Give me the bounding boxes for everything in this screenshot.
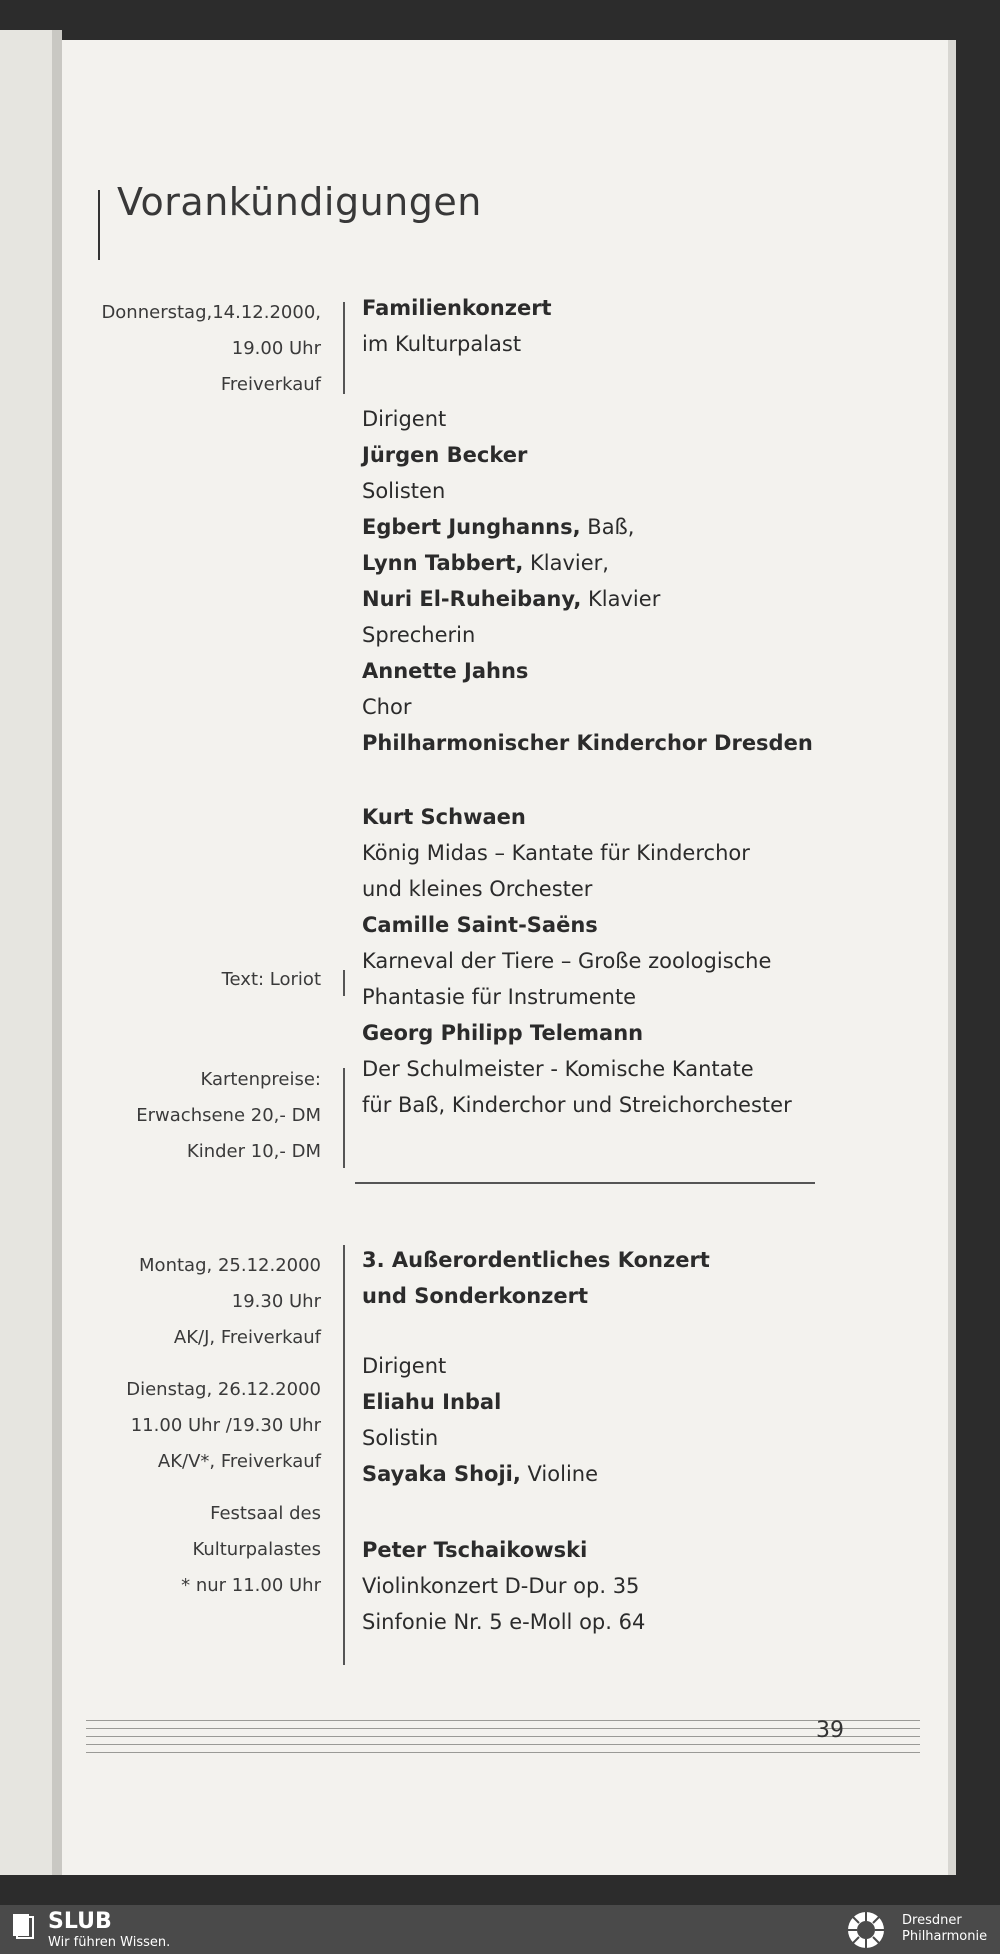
event1-divider-mid	[343, 970, 345, 996]
soloist-name: Sayaka Shoji,	[362, 1462, 521, 1486]
event1-line: Chor	[362, 695, 412, 719]
section-separator	[355, 1182, 815, 1184]
event1-divider-top	[343, 302, 345, 394]
event2-work: Sinfonie Nr. 5 e-Moll op. 64	[362, 1610, 646, 1634]
event1-work: für Baß, Kinderchor und Streichorchester	[362, 1093, 792, 1117]
event2-heading-line2: und Sonderkonzert	[362, 1284, 589, 1308]
slub-tagline: Wir führen Wissen.	[48, 1935, 171, 1950]
event1-sale: Freiverkauf	[220, 374, 321, 395]
staff-line	[86, 1752, 920, 1753]
event2-time1: 19.30 Uhr	[231, 1291, 321, 1312]
philharmonie-name-line1: Dresdner	[902, 1913, 962, 1928]
soloist-instrument: Violine	[520, 1462, 599, 1486]
event2-sale2: AK/V*, Freiverkauf	[157, 1451, 321, 1472]
event2-soloist	[362, 1456, 598, 1492]
event1-work: König Midas – Kantate für Kinderchor	[362, 841, 750, 865]
event1-text-credit: Text: Loriot	[221, 969, 321, 990]
event1-price-adult: Erwachsene 20,- DM	[136, 1105, 321, 1126]
page-number: 39	[816, 1718, 844, 1743]
event1-composer: Camille Saint-Saëns	[362, 913, 598, 937]
philharmonie-name-line2: Philharmonie	[902, 1929, 988, 1944]
event1-narrator: Annette Jahns	[362, 659, 529, 683]
event1-time: 19.00 Uhr	[231, 338, 321, 359]
event2-line: Dirigent	[362, 1354, 447, 1378]
event2-composer: Peter Tschaikowski	[362, 1538, 588, 1562]
event1-line: Sprecherin	[362, 623, 476, 647]
event2-sale1: AK/J, Freiverkauf	[173, 1327, 321, 1348]
soloist-name: Nuri El-Ruheibany,	[362, 587, 582, 611]
event2-venue1: Festsaal des	[210, 1503, 321, 1524]
philharmonie-logo-icon[interactable]	[840, 1909, 892, 1951]
event2-date2: Dienstag, 26.12.2000	[126, 1379, 321, 1400]
event1-soloist	[362, 509, 634, 545]
slub-brand[interactable]: SLUB	[48, 1909, 112, 1934]
event2-note: * nur 11.00 Uhr	[181, 1575, 321, 1596]
event1-soloist	[362, 545, 609, 581]
event1-composer: Georg Philipp Telemann	[362, 1021, 644, 1045]
event1-line: Dirigent	[362, 407, 447, 431]
event1-conductor: Jürgen Becker	[362, 443, 528, 467]
title-marker-line	[98, 190, 100, 260]
viewer-footer-bar	[0, 1905, 1000, 1954]
event1-soloist	[362, 581, 660, 617]
staff-line	[86, 1744, 920, 1745]
event1-work: Phantasie für Instrumente	[362, 985, 637, 1009]
event1-composer: Kurt Schwaen	[362, 805, 526, 829]
event2-conductor: Eliahu Inbal	[362, 1390, 502, 1414]
page-title: Vorankündigungen	[117, 180, 482, 224]
event2-venue2: Kulturpalastes	[192, 1539, 321, 1560]
soloist-instrument: Baß,	[580, 515, 635, 539]
event2-divider	[343, 1245, 345, 1665]
book-icon	[12, 1913, 34, 1939]
event1-work: Der Schulmeister - Komische Kantate	[362, 1057, 754, 1081]
staff-line	[86, 1728, 920, 1729]
page-shadow	[948, 40, 956, 1875]
staff-line	[86, 1736, 920, 1737]
event1-price-child: Kinder 10,- DM	[186, 1141, 321, 1162]
event2-heading-line1: 3. Außerordentliches Konzert	[362, 1248, 710, 1272]
event1-work: und kleines Orchester	[362, 877, 593, 901]
staff-line	[86, 1720, 920, 1721]
event2-work: Violinkonzert D-Dur op. 35	[362, 1574, 640, 1598]
event1-price-label: Kartenpreise:	[200, 1069, 321, 1090]
event1-choir: Philharmonischer Kinderchor Dresden	[362, 731, 813, 755]
event2-date1: Montag, 25.12.2000	[139, 1255, 321, 1276]
soloist-instrument: Klavier	[581, 587, 661, 611]
soloist-name: Lynn Tabbert,	[362, 551, 524, 575]
soloist-instrument: Klavier,	[523, 551, 609, 575]
event1-heading: Familienkonzert	[362, 296, 552, 320]
event2-line: Solistin	[362, 1426, 439, 1450]
event2-time2: 11.00 Uhr /19.30 Uhr	[130, 1415, 321, 1436]
scan-left-page-edge	[0, 30, 62, 1875]
event1-work: Karneval der Tiere – Große zoologische	[362, 949, 772, 973]
philharmonie-name	[902, 1913, 987, 1945]
event1-divider-bottom	[343, 1068, 345, 1168]
soloist-name: Egbert Junghanns,	[362, 515, 581, 539]
event1-date: Donnerstag,14.12.2000,	[101, 302, 321, 323]
event1-line: Solisten	[362, 479, 446, 503]
event1-venue: im Kulturpalast	[362, 332, 522, 356]
document-page	[62, 40, 948, 1875]
